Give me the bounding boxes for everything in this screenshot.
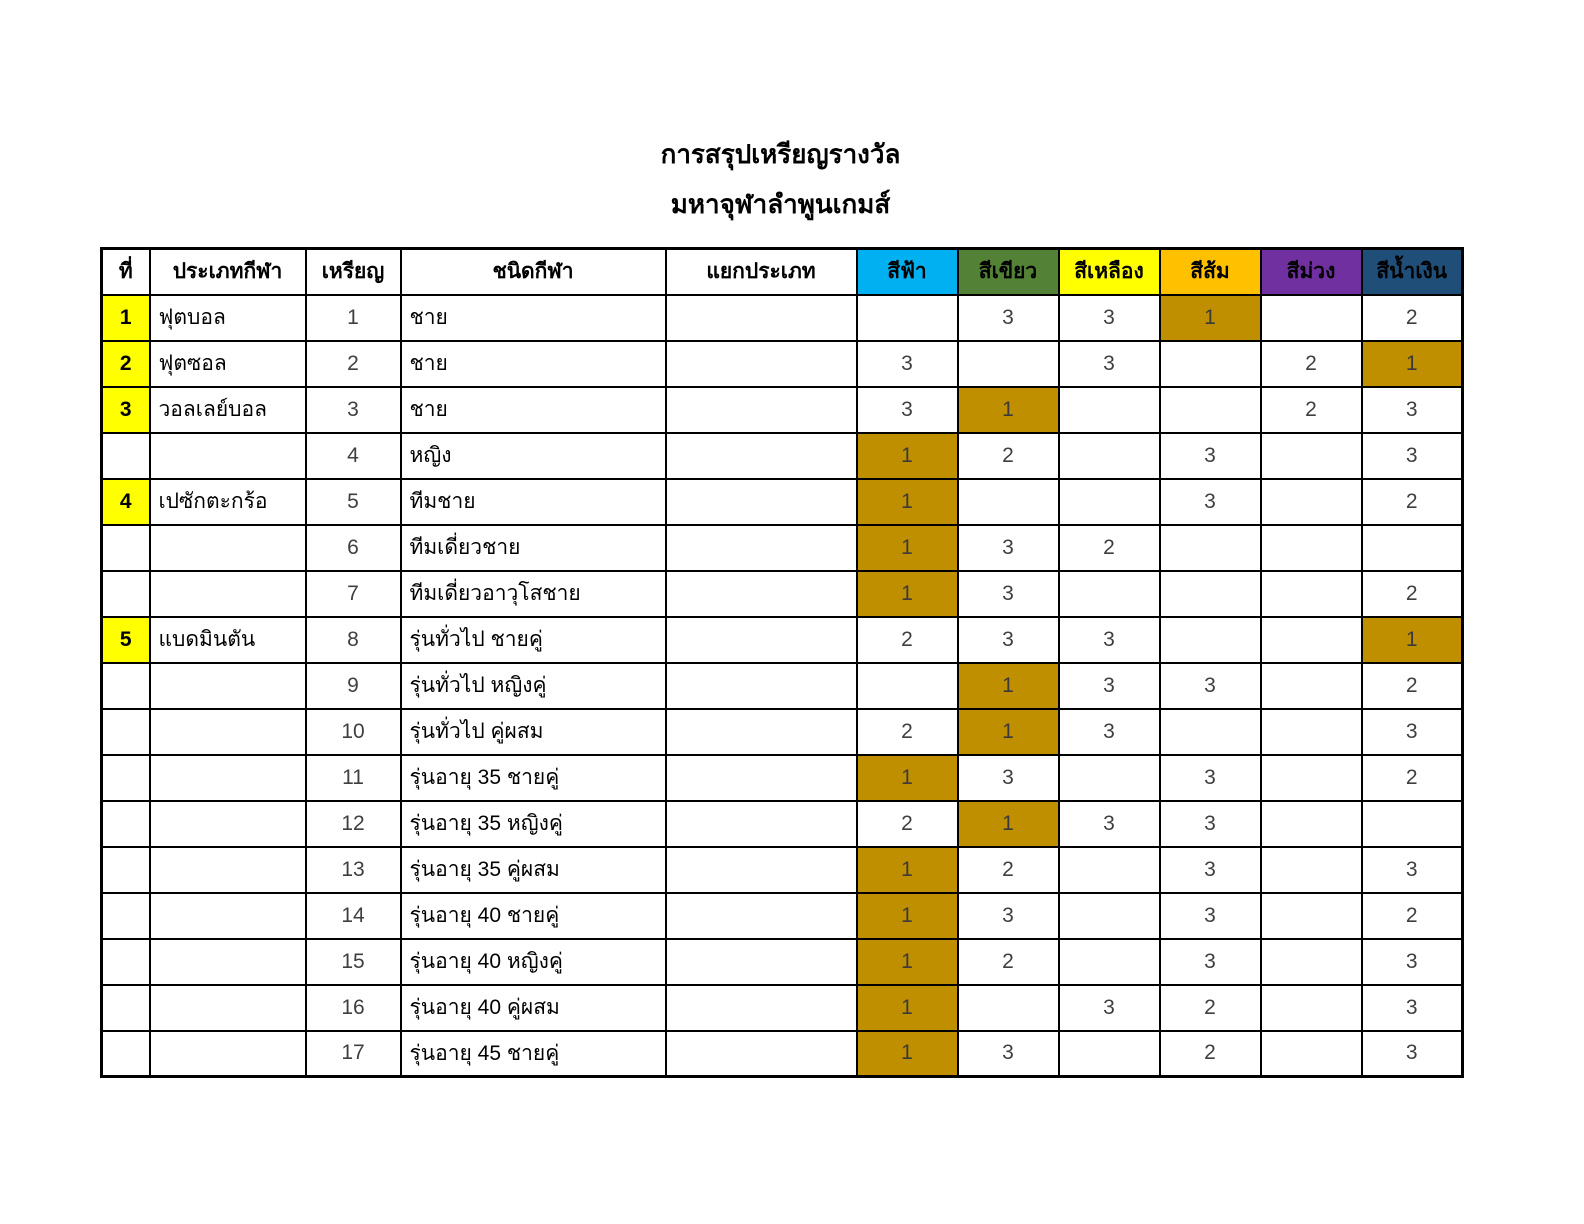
si-namngoen-count-cell: 3: [1362, 709, 1463, 755]
si-khiao-count-cell: 1: [958, 709, 1059, 755]
category-cell: [666, 755, 857, 801]
row-number-cell: 3: [102, 387, 150, 433]
row-number-cell: [102, 525, 150, 571]
si-som-count-cell: [1160, 571, 1261, 617]
si-muang-count-cell: [1261, 709, 1362, 755]
row-number-cell: [102, 571, 150, 617]
si-lueang-count-cell: [1059, 755, 1160, 801]
si-fa-count-cell: 1: [857, 433, 958, 479]
si-som-count-cell: [1160, 709, 1261, 755]
si-fa-count-cell: 1: [857, 939, 958, 985]
medal-number-cell: 7: [306, 571, 401, 617]
category-cell: [666, 571, 857, 617]
event-name-cell: ทีมชาย: [401, 479, 666, 525]
si-muang-count-cell: [1261, 663, 1362, 709]
event-name-cell: รุ่นอายุ 40 หญิงคู่: [401, 939, 666, 985]
medal-number-cell: 1: [306, 295, 401, 341]
si-muang-count-cell: [1261, 985, 1362, 1031]
column-header-si-lueang: สีเหลือง: [1059, 249, 1160, 295]
si-namngoen-count-cell: 2: [1362, 479, 1463, 525]
medal-number-cell: 12: [306, 801, 401, 847]
column-header-no: ที่: [102, 249, 150, 295]
row-number-cell: [102, 847, 150, 893]
si-som-count-cell: 3: [1160, 893, 1261, 939]
column-header-event: ชนิดกีฬา: [401, 249, 666, 295]
si-muang-count-cell: [1261, 939, 1362, 985]
si-namngoen-count-cell: 2: [1362, 663, 1463, 709]
si-lueang-count-cell: [1059, 847, 1160, 893]
si-muang-count-cell: [1261, 571, 1362, 617]
table-row: [102, 295, 1463, 341]
sport-name-cell: [150, 939, 306, 985]
event-name-cell: รุ่นอายุ 35 หญิงคู่: [401, 801, 666, 847]
si-fa-count-cell: 1: [857, 755, 958, 801]
si-namngoen-count-cell: 3: [1362, 939, 1463, 985]
category-cell: [666, 617, 857, 663]
row-number-cell: 1: [102, 295, 150, 341]
si-fa-count-cell: [857, 663, 958, 709]
si-som-count-cell: 1: [1160, 295, 1261, 341]
column-header-medal: เหรียญ: [306, 249, 401, 295]
si-lueang-count-cell: 2: [1059, 525, 1160, 571]
event-name-cell: รุ่นอายุ 35 ชายคู่: [401, 755, 666, 801]
event-name-cell: รุ่นอายุ 45 ชายคู่: [401, 1031, 666, 1077]
row-number-cell: 5: [102, 617, 150, 663]
sport-name-cell: [150, 985, 306, 1031]
medal-number-cell: 15: [306, 939, 401, 985]
si-muang-count-cell: [1261, 295, 1362, 341]
si-muang-count-cell: [1261, 525, 1362, 571]
table-row: [102, 939, 1463, 985]
medal-number-cell: 5: [306, 479, 401, 525]
si-khiao-count-cell: 3: [958, 755, 1059, 801]
si-fa-count-cell: 1: [857, 847, 958, 893]
event-name-cell: ชาย: [401, 341, 666, 387]
si-muang-count-cell: 2: [1261, 341, 1362, 387]
medal-number-cell: 4: [306, 433, 401, 479]
column-header-si-muang: สีม่วง: [1261, 249, 1362, 295]
sport-name-cell: [150, 571, 306, 617]
si-lueang-count-cell: 3: [1059, 295, 1160, 341]
si-namngoen-count-cell: [1362, 801, 1463, 847]
si-lueang-count-cell: 3: [1059, 617, 1160, 663]
row-number-cell: [102, 433, 150, 479]
table-row: [102, 525, 1463, 571]
sport-name-cell: [150, 847, 306, 893]
si-namngoen-count-cell: [1362, 525, 1463, 571]
si-muang-count-cell: [1261, 847, 1362, 893]
si-lueang-count-cell: [1059, 387, 1160, 433]
sport-name-cell: [150, 433, 306, 479]
si-lueang-count-cell: [1059, 479, 1160, 525]
header-row: [102, 249, 1463, 295]
event-name-cell: ชาย: [401, 295, 666, 341]
sport-name-cell: เปซักตะกร้อ: [150, 479, 306, 525]
si-fa-count-cell: 1: [857, 525, 958, 571]
table-row: [102, 479, 1463, 525]
sport-name-cell: [150, 663, 306, 709]
si-fa-count-cell: 1: [857, 1031, 958, 1077]
table-row: [102, 387, 1463, 433]
medal-number-cell: 2: [306, 341, 401, 387]
table-row: [102, 985, 1463, 1031]
si-namngoen-count-cell: 2: [1362, 755, 1463, 801]
sport-name-cell: [150, 893, 306, 939]
table-row: [102, 663, 1463, 709]
si-namngoen-count-cell: 3: [1362, 847, 1463, 893]
si-muang-count-cell: [1261, 617, 1362, 663]
si-som-count-cell: 2: [1160, 1031, 1261, 1077]
table-row: [102, 433, 1463, 479]
si-fa-count-cell: 3: [857, 387, 958, 433]
si-lueang-count-cell: [1059, 433, 1160, 479]
category-cell: [666, 295, 857, 341]
si-fa-count-cell: 1: [857, 571, 958, 617]
row-number-cell: [102, 755, 150, 801]
si-namngoen-count-cell: 1: [1362, 341, 1463, 387]
si-fa-count-cell: 1: [857, 479, 958, 525]
medal-number-cell: 3: [306, 387, 401, 433]
si-muang-count-cell: [1261, 433, 1362, 479]
medal-number-cell: 13: [306, 847, 401, 893]
column-header-si-som: สีส้ม: [1160, 249, 1261, 295]
sport-name-cell: [150, 1031, 306, 1077]
si-khiao-count-cell: 1: [958, 387, 1059, 433]
si-lueang-count-cell: 3: [1059, 341, 1160, 387]
table-row: [102, 847, 1463, 893]
si-namngoen-count-cell: 2: [1362, 295, 1463, 341]
si-namngoen-count-cell: 3: [1362, 1031, 1463, 1077]
event-name-cell: รุ่นทั่วไป คู่ผสม: [401, 709, 666, 755]
si-som-count-cell: [1160, 617, 1261, 663]
category-cell: [666, 709, 857, 755]
column-header-sport: ประเภทกีฬา: [150, 249, 306, 295]
si-som-count-cell: 3: [1160, 479, 1261, 525]
si-fa-count-cell: 2: [857, 709, 958, 755]
si-lueang-count-cell: [1059, 571, 1160, 617]
si-khiao-count-cell: 3: [958, 571, 1059, 617]
row-number-cell: 4: [102, 479, 150, 525]
category-cell: [666, 433, 857, 479]
sport-name-cell: ฟุตบอล: [150, 295, 306, 341]
si-som-count-cell: 3: [1160, 847, 1261, 893]
category-cell: [666, 663, 857, 709]
category-cell: [666, 801, 857, 847]
si-som-count-cell: [1160, 387, 1261, 433]
column-header-si-namngoen: สีน้ำเงิน: [1362, 249, 1463, 295]
si-khiao-count-cell: [958, 985, 1059, 1031]
si-som-count-cell: 3: [1160, 755, 1261, 801]
event-name-cell: ทีมเดี่ยวชาย: [401, 525, 666, 571]
si-som-count-cell: 3: [1160, 663, 1261, 709]
si-muang-count-cell: [1261, 1031, 1362, 1077]
si-muang-count-cell: [1261, 755, 1362, 801]
table-row: [102, 617, 1463, 663]
si-lueang-count-cell: [1059, 1031, 1160, 1077]
medal-number-cell: 11: [306, 755, 401, 801]
category-cell: [666, 387, 857, 433]
page-title: การสรุปเหรียญรางวัล: [660, 139, 901, 169]
si-khiao-count-cell: 1: [958, 801, 1059, 847]
si-namngoen-count-cell: 3: [1362, 433, 1463, 479]
sport-name-cell: [150, 801, 306, 847]
si-muang-count-cell: [1261, 801, 1362, 847]
si-fa-count-cell: 2: [857, 801, 958, 847]
si-muang-count-cell: [1261, 479, 1362, 525]
sport-name-cell: ฟุตซอล: [150, 341, 306, 387]
medal-number-cell: 8: [306, 617, 401, 663]
sport-name-cell: [150, 709, 306, 755]
row-number-cell: [102, 801, 150, 847]
si-khiao-count-cell: 3: [958, 295, 1059, 341]
si-khiao-count-cell: [958, 479, 1059, 525]
si-khiao-count-cell: 1: [958, 663, 1059, 709]
sport-name-cell: แบดมินตัน: [150, 617, 306, 663]
si-namngoen-count-cell: 2: [1362, 571, 1463, 617]
category-cell: [666, 1031, 857, 1077]
sport-name-cell: วอลเลย์บอล: [150, 387, 306, 433]
si-lueang-count-cell: 3: [1059, 709, 1160, 755]
si-fa-count-cell: 1: [857, 985, 958, 1031]
si-khiao-count-cell: [958, 341, 1059, 387]
si-muang-count-cell: 2: [1261, 387, 1362, 433]
table-row: [102, 709, 1463, 755]
category-cell: [666, 525, 857, 571]
si-som-count-cell: [1160, 341, 1261, 387]
table-row: [102, 801, 1463, 847]
si-som-count-cell: 2: [1160, 985, 1261, 1031]
row-number-cell: [102, 663, 150, 709]
row-number-cell: [102, 1031, 150, 1077]
si-lueang-count-cell: [1059, 939, 1160, 985]
row-number-cell: [102, 939, 150, 985]
table-row: [102, 341, 1463, 387]
si-khiao-count-cell: 3: [958, 617, 1059, 663]
row-number-cell: [102, 985, 150, 1031]
column-header-si-khiao: สีเขียว: [958, 249, 1059, 295]
medal-number-cell: 14: [306, 893, 401, 939]
si-khiao-count-cell: 2: [958, 847, 1059, 893]
si-muang-count-cell: [1261, 893, 1362, 939]
event-name-cell: หญิง: [401, 433, 666, 479]
category-cell: [666, 985, 857, 1031]
table-row: [102, 1031, 1463, 1077]
si-som-count-cell: [1160, 525, 1261, 571]
event-name-cell: ทีมเดี่ยวอาวุโสชาย: [401, 571, 666, 617]
si-lueang-count-cell: 3: [1059, 663, 1160, 709]
row-number-cell: [102, 893, 150, 939]
medal-summary-table: [100, 247, 1464, 1078]
event-name-cell: รุ่นทั่วไป หญิงคู่: [401, 663, 666, 709]
si-khiao-count-cell: 3: [958, 525, 1059, 571]
medal-number-cell: 9: [306, 663, 401, 709]
medal-number-cell: 17: [306, 1031, 401, 1077]
si-fa-count-cell: 3: [857, 341, 958, 387]
event-name-cell: รุ่นอายุ 40 ชายคู่: [401, 893, 666, 939]
si-lueang-count-cell: [1059, 893, 1160, 939]
row-number-cell: [102, 709, 150, 755]
si-som-count-cell: 3: [1160, 801, 1261, 847]
si-lueang-count-cell: 3: [1059, 801, 1160, 847]
medal-number-cell: 6: [306, 525, 401, 571]
table-row: [102, 755, 1463, 801]
category-cell: [666, 893, 857, 939]
sport-name-cell: [150, 525, 306, 571]
medal-number-cell: 16: [306, 985, 401, 1031]
medal-number-cell: 10: [306, 709, 401, 755]
table-row: [102, 571, 1463, 617]
event-name-cell: รุ่นทั่วไป ชายคู่: [401, 617, 666, 663]
sport-name-cell: [150, 755, 306, 801]
page-subtitle: มหาจุฬาลำพูนเกมส์: [670, 189, 891, 219]
si-som-count-cell: 3: [1160, 433, 1261, 479]
si-fa-count-cell: 1: [857, 893, 958, 939]
si-khiao-count-cell: 3: [958, 893, 1059, 939]
si-khiao-count-cell: 2: [958, 433, 1059, 479]
si-fa-count-cell: 2: [857, 617, 958, 663]
si-namngoen-count-cell: 2: [1362, 893, 1463, 939]
category-cell: [666, 479, 857, 525]
category-cell: [666, 939, 857, 985]
category-cell: [666, 847, 857, 893]
si-lueang-count-cell: 3: [1059, 985, 1160, 1031]
table-row: [102, 893, 1463, 939]
column-header-category: แยกประเภท: [666, 249, 857, 295]
row-number-cell: 2: [102, 341, 150, 387]
category-cell: [666, 341, 857, 387]
si-namngoen-count-cell: 1: [1362, 617, 1463, 663]
event-name-cell: ชาย: [401, 387, 666, 433]
si-khiao-count-cell: 2: [958, 939, 1059, 985]
event-name-cell: รุ่นอายุ 40 คู่ผสม: [401, 985, 666, 1031]
si-som-count-cell: 3: [1160, 939, 1261, 985]
column-header-si-fa: สีฟ้า: [857, 249, 958, 295]
medal-table-body: [102, 295, 1463, 1077]
si-khiao-count-cell: 3: [958, 1031, 1059, 1077]
event-name-cell: รุ่นอายุ 35 คู่ผสม: [401, 847, 666, 893]
si-namngoen-count-cell: 3: [1362, 387, 1463, 433]
si-namngoen-count-cell: 3: [1362, 985, 1463, 1031]
si-fa-count-cell: [857, 295, 958, 341]
